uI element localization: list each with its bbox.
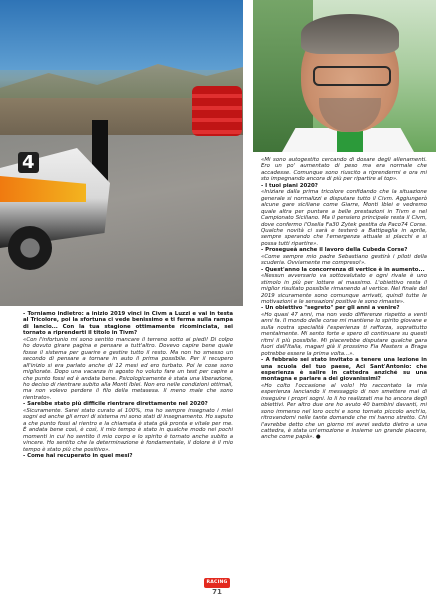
answer: «Ho colto l'occasione al volo! Ho raccontato la mia esperienza lanciando il messaggio di non smettere mai di inseguire i propri sogni. Io li ho realizzati ma ho ancora degli obiettivi. Per altro due ore ho avuto 40 bambini davanti, mi sono immerso nel loro occhi e sono tornato piccolo anch'io, ritrovandomi nelle tante domande che mi hanno stretto. Chi l'avrebbe detto che un giorno mi avrei seduto dietro a una cattedra, è stata un'emozione e insieme un grande piacere, anche come papà». ● (261, 382, 427, 441)
race-car-wheel (8, 226, 52, 270)
sea-background (0, 0, 243, 70)
race-car-photo (0, 0, 243, 306)
answer: «Con l'infortunio mi sono sentito mancare il terreno sotto ai piedi! Di colpo ho dovuto girare pagina e pensare a tutt'altro. Dovevo capire bene quale fosse il sistema per guarire e gestire tutto il resto. Ma non ho smesso un secondo di pensare a tornare in auto il prima possibile. Per il recupero all'inizio si era parlato anche di 12 mesi ed ero turbato. Poi le cose sono migliorate. Dopo una vacanza in agosto ho voluto fare un test per capire a che punto fossi ed è andata bene. Psicologicamente è stata una liberazione, ho deciso di rientrare subito alla Monti Iblei. Non ero nelle condizioni ottimali, ma non volevo perdere il filo della metasesa. Il meno male che sono rientrato». (23, 336, 233, 401)
driver-hair (301, 14, 399, 54)
answer: «Come sempre mio padre Sebastiano gestirà i piloti della scuderia. Ovviamente me compreso!». (261, 253, 427, 267)
question: - Quest'anno la concorrenza di vertice è in aumento... (261, 266, 425, 273)
answer: «Sicuramente. Sarei stato curato al 100%, ma ho sempre insegnato i miei sogni ed anche gli errori di sistema mi sono stati di insegnamento. Ho saputo a che punto fossi al rientro e la chiamata è stata già pronta e vitale per me. È andata bene così, è così, il mio tempo è stato in qualche modo nei pochi momenti in cui ho sentito il mio corpo e lo spirito è tornato anche subito a vincere. Ho sentito che la determinazione è fondamentale, il dolore è il mio tempo è stato più che positivo». (23, 407, 233, 453)
question: - Sarebbe stato più difficile rientrare direttamente nel 2020? (23, 401, 208, 408)
answer: «Iniziare dalla prima tricolore confidando che la situazione generale si normalizzi e disputare tutto il Civm. Aggiungerò alcune gare siciliane come Giarre, Monti Iblei e vedremo quale altra per puntare a belle prestazioni in Tivm e nel Campionato Siciliano. Ma il pensiero principale resta il Civm, dove confermo l'Osella Fa30 Zytek gestita da Paco74 Corse. Qualche novità ci sarà e testerò a Battipaglia in aprile, sempre sperando che l'emergenza attuale si placchi e si possa tutti ripartire». (261, 189, 427, 247)
question: - I tuoi piani 2020? (261, 182, 318, 189)
driver-glasses (313, 66, 391, 86)
race-car-number: 4 (18, 152, 39, 173)
magazine-logo: RACING (204, 578, 230, 588)
driver-portrait (253, 0, 436, 152)
interview-right-column (261, 157, 427, 441)
answer: «Mi sono autogestito cercando di dosare degli allenamenti. Ero un po' aumentato di peso ma era normale che accadesse. Comunque sono riuscito a riprendermi e ora mi sto impegnando ancora di più per ripartire al top». (261, 157, 427, 183)
question: - Prosegueà anche il lavoro della Cubeda Corse? (261, 247, 408, 254)
question: - Come hai recuperato in quei mesi? (23, 452, 133, 459)
page-number: 71 (212, 588, 222, 596)
question: - Torniamo indietro: a inizio 2019 vinci in Civm a Luzzi e vai in testa al Tricolore, poi la sfortuna ci vede benissimo e ti ferma sulla rampa di lancio... Con la tua stagione ottimamente ricominciata, sei tornato a riprenderti il titolo in Tivm? (23, 311, 233, 337)
answer: «Nessun avversario va sottovalutato e ogni rivale è uno stimolo in più per lottare al massimo. L'obiettivo resta il miglior risultato possibile rimanendo al vertice. Nel finale del 2019 sicuramente sono comunque arrivati, quindi tutte le motivazioni e le sensazioni positive le sono rimaste». (261, 273, 427, 305)
answer: «Ho quasi 47 anni, ma non vedo differenze rispetto a venti anni fa. Il mondo delle corse mi mantiene lo spirito giovane e sulla nostra specialità l'esperienza ti rafforza, soprattutto mentalmente. Mi sento forte e spero di continuare su questi ritmi il più possibile. Mi piacerebbe disputare qualche gara fuori dall'Italia, magari già il prossimo Fia Masters a Braga potrebbe essere la prima volta...». (261, 311, 427, 357)
tyre-barrier (192, 86, 242, 136)
interview-left-column (23, 311, 233, 459)
question: - A febbraio sei stato invitato a tenere una lezione in una scuola del tuo paese, Aci Sant'Antonio: che esperienza è salire in cattedra anziché su una montagna e parlare a dei giovanissimi? (261, 357, 427, 383)
question: - Un obiettivo "segreto" per gli anni a venire? (261, 305, 400, 312)
